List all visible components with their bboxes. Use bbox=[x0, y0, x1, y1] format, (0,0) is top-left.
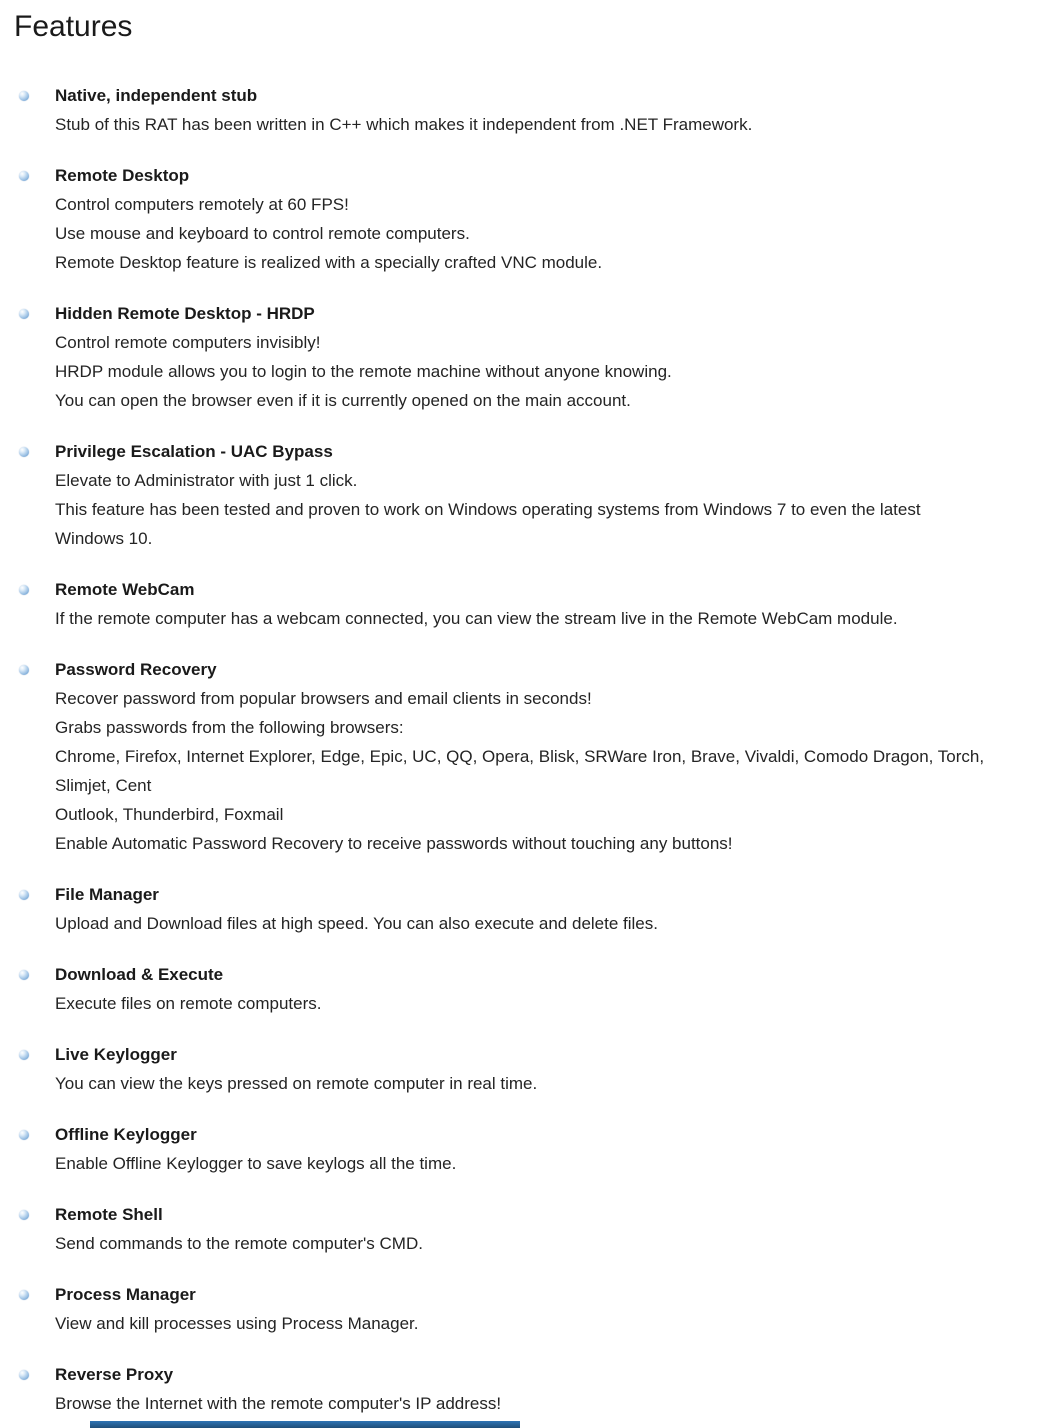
feature-line: This feature has been tested and proven to work on Windows operating systems from Windows 7 to even the latest Windows 10. bbox=[55, 500, 921, 548]
feature-body bbox=[55, 575, 987, 633]
feature-line: Control remote computers invisibly! bbox=[55, 333, 321, 352]
feature-item bbox=[0, 299, 1043, 415]
feature-line: Outlook, Thunderbird, Foxmail bbox=[55, 805, 284, 824]
feature-heading: Native, independent stub bbox=[55, 86, 258, 105]
feature-line: If the remote computer has a webcam connected, you can view the stream live in the Remote WebCam module. bbox=[55, 609, 898, 628]
feature-line: Elevate to Administrator with just 1 click. bbox=[55, 471, 358, 490]
feature-heading: Live Keylogger bbox=[55, 1045, 177, 1064]
feature-item bbox=[0, 960, 1043, 1018]
feature-line: You can view the keys pressed on remote computer in real time. bbox=[55, 1074, 538, 1093]
feature-body bbox=[55, 437, 987, 553]
feature-body bbox=[55, 1200, 987, 1258]
feature-heading: Process Manager bbox=[55, 1285, 196, 1304]
feature-body bbox=[55, 161, 987, 277]
feature-body bbox=[55, 960, 987, 1018]
feature-line: Browse the Internet with the remote computer's IP address! bbox=[55, 1394, 502, 1413]
sphere-bullet-icon bbox=[19, 447, 29, 457]
feature-item bbox=[0, 1280, 1043, 1338]
feature-heading: Reverse Proxy bbox=[55, 1365, 174, 1384]
feature-item bbox=[0, 437, 1043, 553]
feature-heading: File Manager bbox=[55, 885, 159, 904]
feature-heading: Remote Desktop bbox=[55, 166, 190, 185]
feature-body bbox=[55, 81, 987, 139]
feature-item bbox=[0, 1360, 1043, 1418]
feature-line: Send commands to the remote computer's CMD. bbox=[55, 1234, 423, 1253]
feature-line: Stub of this RAT has been written in C++ which makes it independent from .NET Framework. bbox=[55, 115, 753, 134]
feature-line: Enable Offline Keylogger to save keylogs all the time. bbox=[55, 1154, 457, 1173]
feature-heading: Hidden Remote Desktop - HRDP bbox=[55, 304, 315, 323]
feature-line: View and kill processes using Process Manager. bbox=[55, 1314, 419, 1333]
feature-heading: Offline Keylogger bbox=[55, 1125, 197, 1144]
feature-item bbox=[0, 1040, 1043, 1098]
feature-line: Execute files on remote computers. bbox=[55, 994, 322, 1013]
sphere-bullet-icon bbox=[19, 1290, 29, 1300]
sphere-bullet-icon bbox=[19, 309, 29, 319]
feature-heading: Remote WebCam bbox=[55, 580, 195, 599]
bottom-partial-bar bbox=[90, 1421, 520, 1428]
feature-item bbox=[0, 575, 1043, 633]
feature-heading: Password Recovery bbox=[55, 660, 217, 679]
feature-item bbox=[0, 161, 1043, 277]
feature-line: Grabs passwords from the following browsers: bbox=[55, 718, 404, 737]
sphere-bullet-icon bbox=[19, 91, 29, 101]
sphere-bullet-icon bbox=[19, 970, 29, 980]
feature-line: Control computers remotely at 60 FPS! bbox=[55, 195, 349, 214]
sphere-bullet-icon bbox=[19, 585, 29, 595]
feature-body bbox=[55, 1360, 987, 1418]
feature-line: Use mouse and keyboard to control remote computers. bbox=[55, 224, 470, 243]
feature-item bbox=[0, 880, 1043, 938]
feature-item bbox=[0, 1200, 1043, 1258]
feature-body bbox=[55, 299, 987, 415]
features-list bbox=[0, 81, 1043, 1418]
feature-line: Enable Automatic Password Recovery to receive passwords without touching any buttons! bbox=[55, 834, 733, 853]
feature-body bbox=[55, 655, 987, 858]
feature-heading: Download & Execute bbox=[55, 965, 224, 984]
feature-item bbox=[0, 1120, 1043, 1178]
sphere-bullet-icon bbox=[19, 890, 29, 900]
feature-line: Remote Desktop feature is realized with a specially crafted VNC module. bbox=[55, 253, 603, 272]
feature-body bbox=[55, 1040, 987, 1098]
feature-item bbox=[0, 655, 1043, 858]
sphere-bullet-icon bbox=[19, 1050, 29, 1060]
sphere-bullet-icon bbox=[19, 1210, 29, 1220]
feature-line: Chrome, Firefox, Internet Explorer, Edge, Epic, UC, QQ, Opera, Blisk, SRWare Iron, Brave, Vivaldi, Comodo Dragon, Torch, Slimjet, Cent bbox=[55, 747, 985, 795]
page-title: Features bbox=[14, 10, 133, 43]
feature-line: HRDP module allows you to login to the remote machine without anyone knowing. bbox=[55, 362, 672, 381]
feature-line: Recover password from popular browsers and email clients in seconds! bbox=[55, 689, 592, 708]
feature-body bbox=[55, 1280, 987, 1338]
sphere-bullet-icon bbox=[19, 665, 29, 675]
feature-body bbox=[55, 880, 987, 938]
sphere-bullet-icon bbox=[19, 1130, 29, 1140]
feature-line: Upload and Download files at high speed. You can also execute and delete files. bbox=[55, 914, 658, 933]
feature-body bbox=[55, 1120, 987, 1178]
sphere-bullet-icon bbox=[19, 1370, 29, 1380]
feature-heading: Privilege Escalation - UAC Bypass bbox=[55, 442, 333, 461]
sphere-bullet-icon bbox=[19, 171, 29, 181]
feature-item bbox=[0, 81, 1043, 139]
feature-line: You can open the browser even if it is currently opened on the main account. bbox=[55, 391, 631, 410]
feature-heading: Remote Shell bbox=[55, 1205, 163, 1224]
